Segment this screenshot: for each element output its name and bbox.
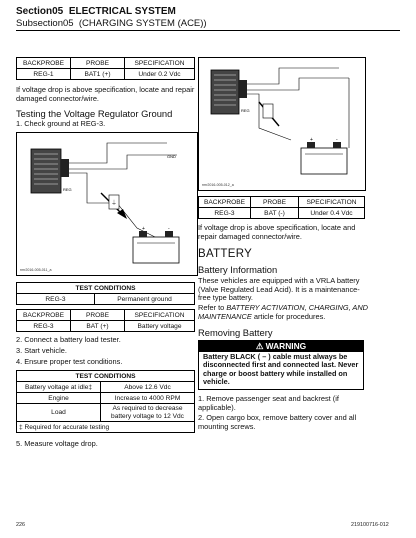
cell-4000-rpm: Increase to 4000 RPM	[101, 393, 195, 404]
battery-minus-label: -	[168, 226, 170, 232]
col-backprobe: BACKPROBE	[199, 197, 251, 208]
battery-plus-label: +	[310, 137, 313, 143]
document-code: 219100716-012	[351, 522, 389, 528]
cell-permanent-ground: Permanent ground	[95, 294, 195, 305]
voltage-drop-note: If voltage drop is above specification, locate and repair damaged connector/wire.	[16, 85, 195, 103]
subsection-label: Subsection	[16, 18, 64, 29]
table-footnote: ‡ Required for accurate testing	[17, 422, 195, 433]
cell-specification: Under 0.2 Vdc	[125, 69, 195, 80]
refer-suffix: article for procedures.	[251, 311, 326, 321]
voltage-drop-note-right: If voltage drop is above specification, locate and repair damaged connector/wire.	[198, 223, 356, 241]
wiring-diagram-ground	[17, 133, 197, 275]
wiring-diagram-negative	[199, 58, 365, 190]
section-number: 05	[52, 6, 64, 17]
warning-header	[198, 340, 364, 352]
cell-battery-voltage-idle: Battery voltage at idle‡	[17, 382, 101, 393]
step-start-vehicle: 3. Start vehicle.	[16, 346, 67, 355]
battery-minus-label: -	[336, 137, 338, 143]
cell-engine: Engine	[17, 393, 101, 404]
col-probe: PROBE	[71, 310, 125, 321]
step-measure-drop: 5. Measure voltage drop.	[16, 439, 98, 448]
col-backprobe: BACKPROBE	[17, 58, 71, 69]
col-probe: PROBE	[251, 197, 299, 208]
step-ensure-conditions: 4. Ensure proper test conditions.	[16, 357, 123, 366]
header-rule	[16, 30, 400, 31]
heading-battery-information: Battery Information	[198, 264, 278, 275]
warning-text: Battery BLACK ( – ) cable must always be disconnected first and connected last. Never charge or boost battery while installed on vehicle.	[198, 352, 364, 390]
subsection-number: 05	[63, 18, 74, 29]
probe-ground-symbol: ⏚	[111, 201, 118, 207]
multimeter-probe-icon	[101, 193, 127, 219]
cell-load: Load	[17, 404, 101, 422]
multimeter-probe-icon	[259, 102, 279, 126]
subsection-title: (CHARGING SYSTEM (ACE))	[78, 18, 207, 29]
figure-caption: rmr2016-005-011_a	[20, 268, 52, 272]
battery-icon	[301, 142, 347, 174]
refer-prefix: Refer to	[198, 303, 227, 312]
warning-triangle-icon: ⚠	[255, 341, 264, 351]
refer-article-link[interactable]: BATTERY ACTIVATION, CHARGING, AND MAINTENANCE	[198, 303, 369, 321]
cell-reg3: REG-3	[17, 294, 95, 305]
col-probe: PROBE	[71, 58, 125, 69]
cell-specification: Under 0.4 Vdc	[299, 208, 365, 219]
battery-info-text: These vehicles are equipped with a VRLA battery (Valve Regulated Lead Acid). It is a maintenance-free type battery.	[198, 276, 360, 303]
probe-table-reg3-bat-plus	[16, 309, 195, 332]
battery-plus-label: +	[142, 226, 145, 232]
probe-table-reg1	[16, 57, 195, 80]
cell-backprobe: REG-1	[17, 69, 71, 80]
cell-backprobe: REG-3	[199, 208, 251, 219]
step-connect-tester: 2. Connect a battery load tester.	[16, 335, 121, 344]
battery-refer-text	[198, 304, 370, 321]
battery-icon	[133, 231, 179, 263]
figure-regulator-ground	[16, 132, 198, 276]
section-header	[16, 6, 176, 17]
cell-above-12-6: Above 12.6 Vdc	[101, 382, 195, 393]
test-conditions-load-table	[16, 370, 195, 433]
figure-caption: rmr2016-005-012_a	[202, 183, 234, 187]
section-label: Section	[16, 6, 53, 17]
col-specification: SPECIFICATION	[125, 310, 195, 321]
subsection-header	[16, 18, 207, 29]
test-conditions-title: TEST CONDITIONS	[17, 371, 195, 382]
ground-label: GND	[167, 154, 176, 159]
section-title: ELECTRICAL SYSTEM	[68, 6, 176, 17]
test-conditions-title: TEST CONDITIONS	[17, 283, 195, 294]
step-open-cargo-box: 2. Open cargo box, remove battery cover and all mounting screws.	[198, 413, 357, 431]
heading-testing-ground: Testing the Voltage Regulator Ground	[16, 108, 173, 119]
cell-probe: BAT (-)	[251, 208, 299, 219]
cell-backprobe: REG-3	[17, 321, 71, 332]
cell-probe: BAT1 (+)	[71, 69, 125, 80]
warning-label: WARNING	[265, 341, 307, 351]
cell-load-requirement: As required to decrease battery voltage to 12 Vdc	[101, 404, 195, 422]
warning-box	[198, 340, 364, 390]
test-conditions-ground-table	[16, 282, 195, 305]
col-specification: SPECIFICATION	[125, 58, 195, 69]
reg-label: REG	[63, 187, 72, 192]
cell-probe: BAT (+)	[71, 321, 125, 332]
col-specification: SPECIFICATION	[299, 197, 365, 208]
figure-regulator-battery-negative	[198, 57, 366, 191]
reg-label: REG	[241, 108, 250, 113]
col-backprobe: BACKPROBE	[17, 310, 71, 321]
page-number: 226	[16, 522, 25, 528]
probe-table-reg3-bat-minus	[198, 196, 365, 219]
step-check-ground: 1. Check ground at REG-3.	[16, 119, 106, 128]
heading-removing-battery: Removing Battery	[198, 327, 273, 338]
step-remove-seat: 1. Remove passenger seat and backrest (if applicable).	[198, 394, 339, 412]
cell-specification: Battery voltage	[125, 321, 195, 332]
battery-title: BATTERY	[198, 248, 253, 260]
